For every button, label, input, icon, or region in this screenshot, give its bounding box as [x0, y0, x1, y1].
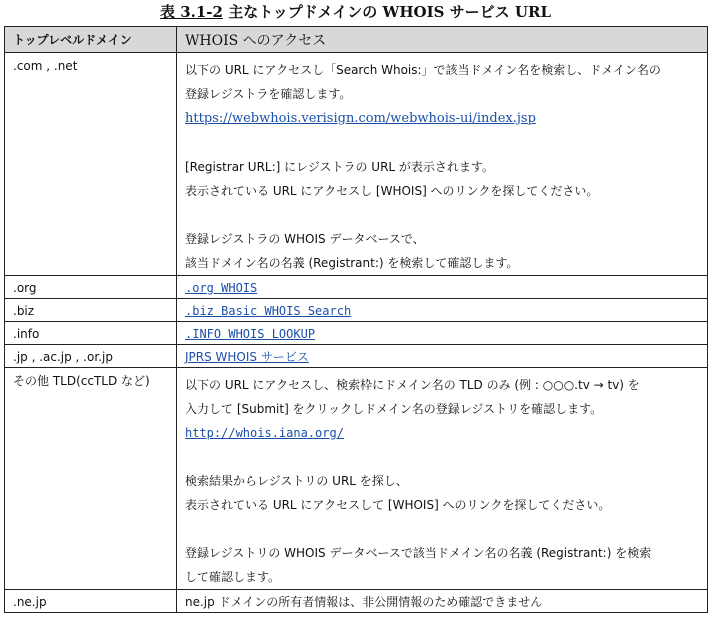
- info-whois-link[interactable]: .INFO WHOIS LOOKUP: [185, 327, 316, 341]
- tld-cell-com: .com , .net: [5, 53, 177, 276]
- table-row-other: [5, 368, 708, 590]
- access-cell-org: [177, 276, 708, 299]
- com-text-2: 登録レジストラを確認します。: [185, 87, 352, 101]
- access-cell-com: [177, 53, 708, 276]
- tld-cell-info: .info: [5, 322, 177, 345]
- other-text-5: 登録レジストリの WHOIS データベースで該当ドメイン名の名義 (Registrant:) を検索: [185, 546, 652, 560]
- table-row-jp: [5, 345, 708, 368]
- header-row: [5, 27, 708, 53]
- access-cell-info: [177, 322, 708, 345]
- other-text-3: 検索結果からレジストリの URL を探し、: [185, 474, 408, 488]
- table-row-biz: [5, 299, 708, 322]
- access-cell-nejp: ne.jp ドメインの所有者情報は、非公開情報のため確認できません: [177, 590, 708, 613]
- org-whois-link[interactable]: .org WHOIS: [185, 281, 258, 295]
- com-text-1: 以下の URL にアクセスし「Search Whois:」で該当ドメイン名を検索し、ドメイン名の: [185, 63, 661, 77]
- access-cell-jp: [177, 345, 708, 368]
- com-text-4: 表示されている URL にアクセスし [WHOIS] へのリンクを探してください。: [185, 184, 599, 198]
- com-text-6: 該当ドメイン名の名義 (Registrant:) を検索して確認します。: [185, 256, 519, 270]
- iana-whois-link[interactable]: http://whois.iana.org/: [185, 426, 344, 440]
- header-tld: トップレベルドメイン: [5, 27, 177, 53]
- other-text-1: 以下の URL にアクセスし、検索枠にドメイン名の TLD のみ (例 : ○○○.tv → tv) を: [185, 378, 640, 392]
- header-access: WHOIS へのアクセス: [177, 27, 708, 53]
- other-text-6: して確認します。: [185, 570, 281, 584]
- biz-whois-link[interactable]: .biz Basic WHOIS Search: [185, 304, 352, 318]
- table-row-info: [5, 322, 708, 345]
- tld-cell-nejp: .ne.jp: [5, 590, 177, 613]
- table-number: 表 3.1-2: [159, 3, 223, 21]
- table-title: 主なトップドメインの WHOIS サービス URL: [228, 3, 551, 21]
- other-text-4: 表示されている URL にアクセスして [WHOIS] へのリンクを探してください。: [185, 498, 611, 512]
- access-cell-biz: [177, 299, 708, 322]
- verisign-whois-link[interactable]: https://webwhois.verisign.com/webwhois-ui/index.jsp: [185, 111, 536, 126]
- tld-cell-other: その他 TLD(ccTLD など): [5, 368, 177, 590]
- com-text-3: [Registrar URL:] にレジストラの URL が表示されます。: [185, 160, 494, 174]
- other-text-2: 入力して [Submit] をクリックしドメイン名の登録レジストリを確認します。: [185, 402, 603, 416]
- whois-table: [4, 26, 708, 613]
- tld-cell-org: .org: [5, 276, 177, 299]
- com-text-5: 登録レジストラの WHOIS データベースで、: [185, 232, 425, 246]
- table-row-nejp: [5, 590, 708, 613]
- jprs-whois-link[interactable]: JPRS WHOIS サービス: [185, 350, 309, 364]
- table-caption: [0, 1, 711, 23]
- access-cell-other: [177, 368, 708, 590]
- tld-cell-biz: .biz: [5, 299, 177, 322]
- table-row-org: [5, 276, 708, 299]
- tld-cell-jp: .jp , .ac.jp , .or.jp: [5, 345, 177, 368]
- table-row-com: [5, 53, 708, 276]
